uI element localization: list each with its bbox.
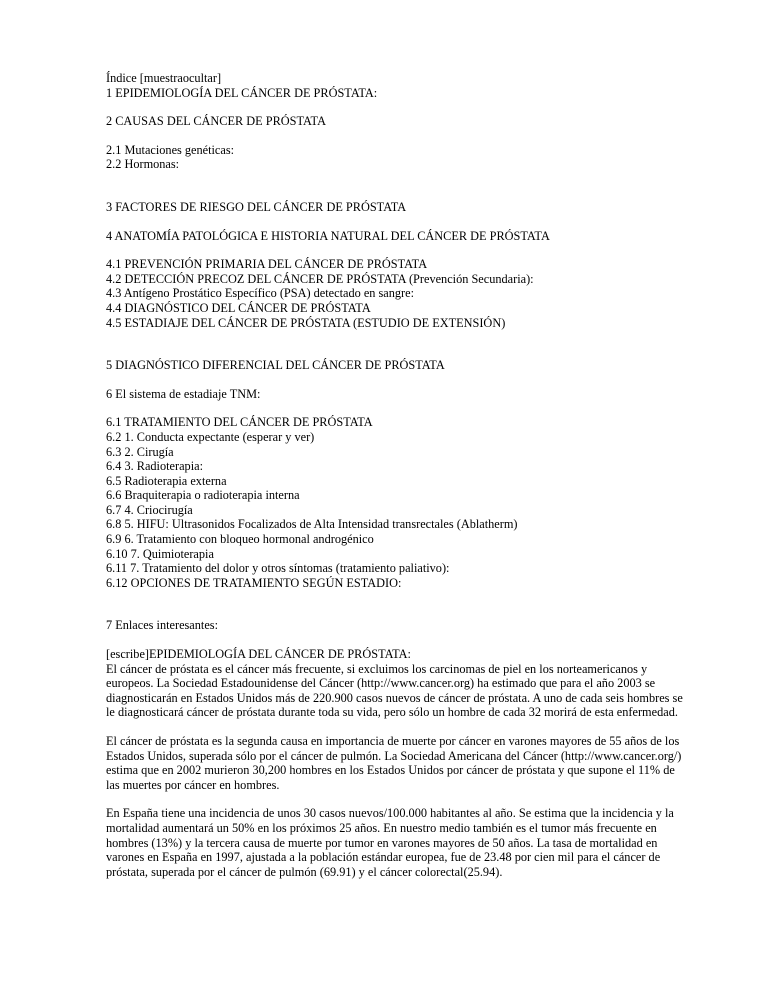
paragraph-line: varones en España en 1997, ajustada a la población estándar europea, fue de 23.48 por cien mil para el cáncer de bbox=[106, 850, 661, 865]
toc-item: 4.5 ESTADIAJE DEL CÁNCER DE PRÓSTATA (ESTUDIO DE EXTENSIÓN) bbox=[106, 315, 506, 330]
paragraph-line: las muertes por cáncer en hombres. bbox=[106, 777, 280, 792]
toc-item: 5 DIAGNÓSTICO DIFERENCIAL DEL CÁNCER DE PRÓSTATA bbox=[106, 358, 445, 373]
toc-item: 6.7 4. Criocirugía bbox=[106, 502, 193, 517]
paragraph-line: le diagnosticará cáncer de próstata durante toda su vida, pero sólo un hombre de cada 32 morirá de esta enfermedad. bbox=[106, 705, 678, 720]
toc-item: 4.2 DETECCIÓN PRECOZ DEL CÁNCER DE PRÓSTATA (Prevención Secundaria): bbox=[106, 271, 534, 286]
toc-item: 2.2 Hormonas: bbox=[106, 157, 180, 172]
article-body bbox=[106, 647, 706, 879]
paragraph-3 bbox=[106, 806, 706, 879]
toc-item: 2.1 Mutaciones genéticas: bbox=[106, 142, 235, 157]
toc-item: 2 CAUSAS DEL CÁNCER DE PRÓSTATA bbox=[106, 114, 326, 129]
toc-item: 6.9 6. Tratamiento con bloqueo hormonal androgénico bbox=[106, 532, 374, 547]
paragraph-line: El cáncer de próstata es la segunda causa en importancia de muerte por cáncer en varones mayores de 55 años de los bbox=[106, 734, 680, 748]
toc-item: 1 EPIDEMIOLOGÍA DEL CÁNCER DE PRÓSTATA: bbox=[106, 85, 378, 100]
toc-item: 6.11 7. Tratamiento del dolor y otros síntomas (tratamiento paliativo): bbox=[106, 561, 450, 576]
toc-item: 6.4 3. Radioterapia: bbox=[106, 459, 203, 474]
toc-header: Índice [muestraocultar] bbox=[106, 71, 222, 85]
paragraph-line: próstata, superada por el cáncer de pulmón (69.91) y el cáncer colorectal(25.94). bbox=[106, 864, 503, 879]
toc-item: 6.5 Radioterapia externa bbox=[106, 473, 227, 488]
toc-item: 7 Enlaces interesantes: bbox=[106, 618, 218, 633]
paragraph-line: diagnosticarán en Estados Unidos más de 220.900 casos nuevos de cáncer de próstata. A uno de cada seis hombres se bbox=[106, 690, 683, 705]
section-heading: [escribe]EPIDEMIOLOGÍA DEL CÁNCER DE PRÓSTATA: bbox=[106, 647, 411, 662]
toc-item: 6.3 2. Cirugía bbox=[106, 444, 174, 459]
document-page bbox=[106, 71, 706, 879]
paragraph-1 bbox=[106, 662, 706, 720]
paragraph-line: Estados Unidos, superada sólo por el cáncer de pulmón. La Sociedad Americana del Cáncer (http://www.cancer.org/) bbox=[106, 748, 682, 763]
toc-item: 4.4 DIAGNÓSTICO DEL CÁNCER DE PRÓSTATA bbox=[106, 300, 371, 315]
toc-item: 4.1 PREVENCIÓN PRIMARIA DEL CÁNCER DE PRÓSTATA bbox=[106, 257, 428, 272]
toc-item: 6.6 Braquiterapia o radioterapia interna bbox=[106, 488, 300, 503]
paragraph-line: europeos. La Sociedad Estadounidense del Cáncer (http://www.cancer.org) ha estimado que para el año 2003 se bbox=[106, 676, 656, 691]
toc-item: 6.1 TRATAMIENTO DEL CÁNCER DE PRÓSTATA bbox=[106, 415, 373, 430]
toc-item: 6.2 1. Conducta expectante (esperar y ver) bbox=[106, 429, 315, 444]
paragraph-line: El cáncer de próstata es el cáncer más frecuente, si excluimos los carcinomas de piel en los norteamericanos y bbox=[106, 661, 648, 676]
toc-item: 6.12 OPCIONES DE TRATAMIENTO SEGÚN ESTADIO: bbox=[106, 575, 402, 590]
paragraph-line: estima que en 2002 murieron 30,200 hombres en los Estados Unidos por cáncer de próstata y que supone el 11% de bbox=[106, 763, 675, 778]
toc-item: 6 El sistema de estadiaje TNM: bbox=[106, 386, 261, 401]
toc-item: 3 FACTORES DE RIESGO DEL CÁNCER DE PRÓSTATA bbox=[106, 199, 407, 214]
paragraph-line: mortalidad aumentará un 50% en los próximos 25 años. En nuestro medio también es el tumor más frecuente en bbox=[106, 820, 657, 835]
toc-item: 6.8 5. HIFU: Ultrasonidos Focalizados de Alta Intensidad transrectales (Ablatherm) bbox=[106, 517, 518, 532]
toc-item: 4.3 Antígeno Prostático Específico (PSA) detectado en sangre: bbox=[106, 286, 415, 301]
paragraph-line: hombres (13%) y la tercera causa de muerte por tumor en varones mayores de 50 años. La tasa de mortalidad en bbox=[106, 835, 658, 850]
paragraph-line: En España tiene una incidencia de unos 30 casos nuevos/100.000 habitantes al año. Se estima que la incidencia y la bbox=[106, 806, 674, 821]
paragraph-2 bbox=[106, 734, 706, 792]
toc-item: 4 ANATOMÍA PATOLÓGICA E HISTORIA NATURAL DEL CÁNCER DE PRÓSTATA bbox=[106, 228, 550, 243]
toc-item: 6.10 7. Quimioterapia bbox=[106, 546, 214, 561]
table-of-contents bbox=[106, 71, 706, 633]
